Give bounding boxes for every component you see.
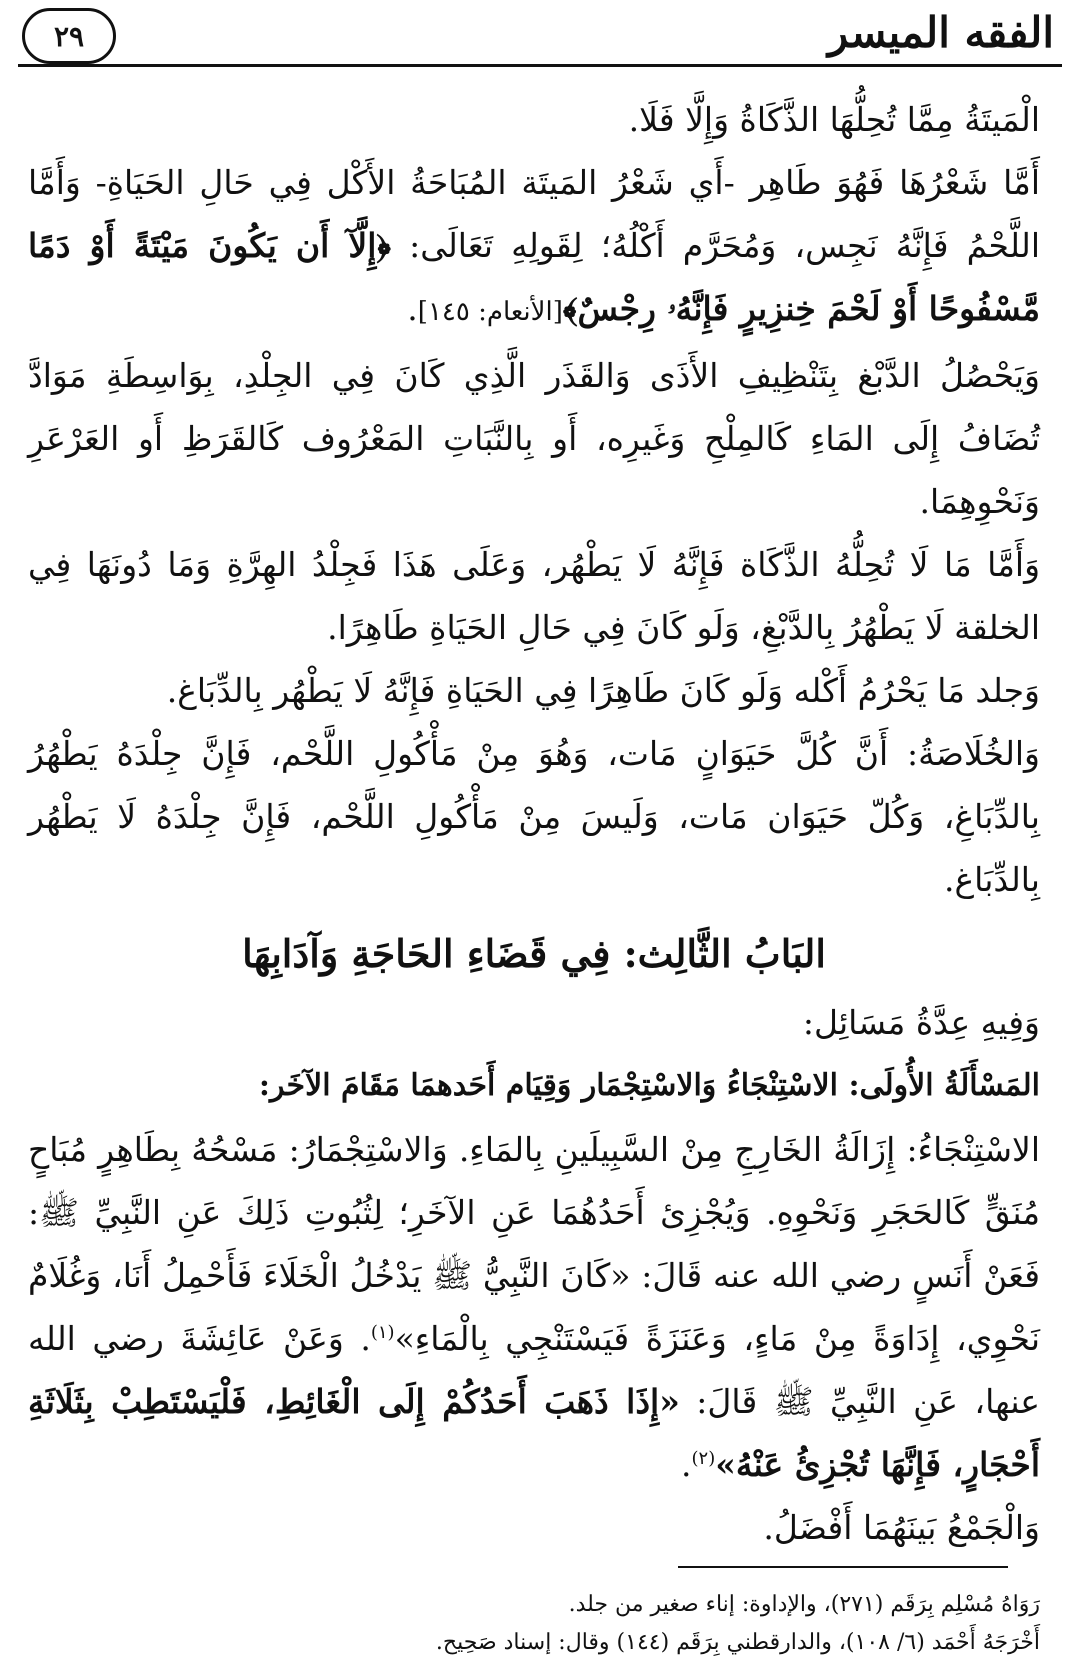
paragraph-text: أَمَّا شَعْرُهَا فَهُوَ طَاهِر -أَي شَعْرُ المَيتَة المُبَاحَةُ الأَكْل فِي حَالِ الحَيَاةِ- وَأَمَّا اللَّحْمُ فَإِنَّهُ نَجِس، وَمُحَرَّم أَكْلُهُ؛ لِقَولِهِ تَعَالَى: — [28, 163, 1040, 265]
book-title: الفقه الميسر — [827, 8, 1054, 57]
footnote: رَوَاهُ مُسْلِم بِرَقَم (٢٧١)، والإداوة: إناء صغير من جلد. — [568, 1592, 1040, 1617]
footnote: أَخْرَجَهُ أَحْمَد (٦/ ١٠٨)، والدارقطني بِرَقَم (١٤٤) وقال: إسناد صَحِيح. — [435, 1630, 1040, 1655]
paragraph: وَيَحْصُلُ الدَّبْغ بِتَنْظِيفِ الأَذَى وَالقَذَر الَّذِي كَانَ فِي الجِلْدِ، بِوَاسِطَةِ مَوَادَّ تُضَافُ إِلَى المَاءِ كَالمِلْحِ وَغَيرِه، أَو بِالنَّبَاتِ المَعْرُوف كَالقَرَظِ أَو العَرْعَرِ وَنَحْوِهِمَا. — [28, 356, 1040, 521]
quran-verse: ﴿إِلَّآ أَن يَكُونَ مَيْتَةً أَوْ دَمًا مَّسْفُوحًا أَوْ لَحْمَ خِنزِيرٍ فَإِنَّهُۥ رِجْسٌ﴾ — [28, 226, 1040, 328]
verse-reference: [الأنعام: ١٤٥] — [417, 297, 563, 327]
issue-title: المَسْأَلَةُ الأُولَى: الاسْتِنْجَاءُ وَالاسْتِجْمَار وَقِيَام أَحَدهمَا مَقَامَ الآخَر: — [258, 1068, 1040, 1103]
paragraph: وَالخُلَاصَةُ: أَنَّ كُلَّ حَيَوَانٍ مَات، وَهُوَ مِنْ مَأْكُولِ اللَّحْم، فَإِنَّ جِلْدَهُ يَطْهُرُ بِالدِّبَاغِ، وَكُلّ حَيَوَان مَات، وَلَيسَ مِنْ مَأْكُولِ اللَّحْم، فَإِنَّ جِلْدَهُ لَا يَطْهُر بِالدِّبَاغ. — [28, 734, 1040, 899]
paragraph: وَأَمَّا مَا لَا تُحِلُّهُ الذَّكَاة فَإِنَّهُ لَا يَطْهُر، وَعَلَى هَذَا فَجِلْدُ الهِرَّةِ وَمَا دُونَهَا فِي الخلقة لَا يَطْهُرُ بِالدَّبْغِ، وَلَو كَانَ فِي حَالِ الحَيَاةِ طَاهِرًا. — [28, 545, 1040, 647]
punctuation: . — [681, 1445, 692, 1484]
chapter-title: البَابُ الثَّالِث: فِي قَضَاءِ الحَاجَةِ وَآدَابِهَا — [242, 931, 826, 976]
hadith-text: «إِذَا ذَهَبَ أَحَدُكُمْ إِلَى الْغَائِطِ، فَلْيَسْتَطِبْ بِثَلَاثَةِ أَحْجَارٍ، فَإِنَّهَا تُجْزِئُ عَنْهُ» — [28, 1382, 1040, 1484]
header-rule — [18, 64, 1062, 67]
footnote-marker[interactable]: (٢) — [691, 1448, 716, 1469]
paragraph: الْمَيتَةُ مِمَّا تُحِلُّهَا الذَّكَاةُ وَإِلَّا فَلَا. — [628, 100, 1040, 139]
page-number-badge — [22, 8, 116, 64]
footnote-rule — [678, 1566, 1008, 1568]
paragraph — [28, 1118, 1040, 1496]
paragraph-text: الاسْتِنْجَاءُ: إِزَالَةُ الخَارِجِ مِنْ السَّبِيلَينِ بِالمَاءِ. وَالاسْتِجْمَارُ: مَسْحُهُ بِطَاهِرٍ مُبَاحٍ مُنَقٍّ كَالحَجَرِ وَنَحْوِهِ. وَيُجْزِئ أَحَدُهُمَا عَنِ الآخَرِ؛ لِثُبُوتِ ذَلِكَ عَنِ النَّبِيِّ ﷺ: فَعَنْ أَنَسٍ رضي الله عنه قَالَ: «كَانَ النَّبِيُّ ﷺ يَدْخُلُ الْخَلَاءَ فَأَحْمِلُ أَنَا، وَغُلَامٌ نَحْوِي، إِدَاوَةً مِنْ مَاءٍ، وَعَنَزَةً فَيَسْتَنْجِي بِالْمَاءِ» — [28, 1130, 1040, 1358]
footnote-marker[interactable]: (١) — [370, 1322, 395, 1343]
punctuation: . — [407, 289, 418, 328]
paragraph: وَالْجَمْعُ بَينَهُمَا أَفْضَلُ. — [763, 1508, 1040, 1547]
footnotes — [60, 1586, 1040, 1662]
chapter-subtitle: وَفِيهِ عِدَّةُ مَسَائِل: — [802, 1003, 1040, 1042]
main-text — [28, 88, 1040, 1559]
paragraph-text: . وَعَنْ عَائِشَةَ رضي الله عنها، عَنِ النَّبِيِّ ﷺ قَالَ: — [28, 1319, 1040, 1421]
paragraph: وَجلد مَا يَحْرُمُ أَكْله وَلَو كَانَ طَاهِرًا فِي الحَيَاةِ فَإِنَّهُ لَا يَطْهُر بِالدِّبَاغ. — [166, 671, 1040, 710]
page-header — [18, 6, 1062, 66]
page-number: ٢٩ — [53, 19, 85, 53]
paragraph — [28, 151, 1040, 344]
